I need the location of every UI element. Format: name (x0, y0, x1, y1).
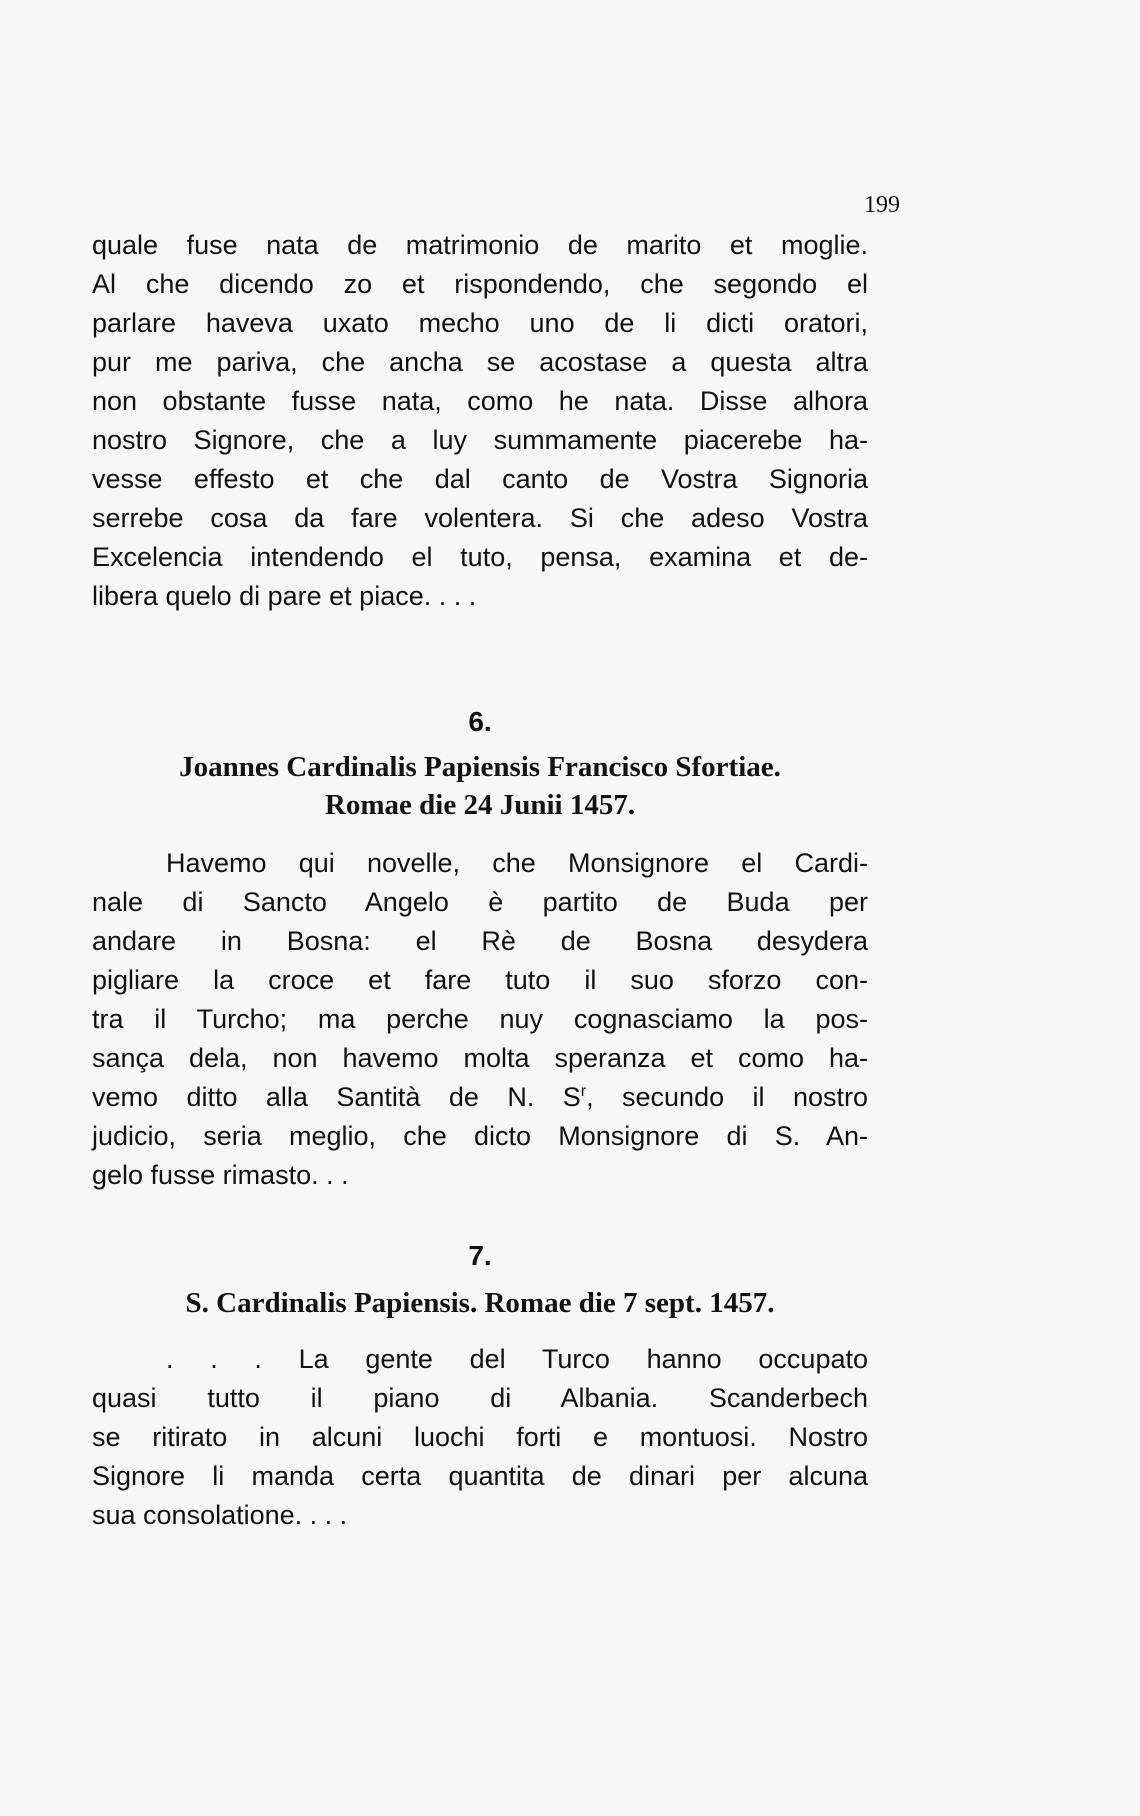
text-line: Signore li manda certa quantita de dinari per alcuna (92, 1461, 868, 1491)
text-line: Havemo qui novelle, che Monsignore el Cardi- (166, 848, 868, 878)
text-line: quasi tutto il piano di Albania. Scanderbech (92, 1383, 868, 1413)
text-line: sança dela, non havemo molta speranza et como ha- (92, 1043, 868, 1073)
section-6-number: 6. (468, 706, 492, 737)
text-line: se ritirato in alcuni luochi forti e montuosi. Nostro (92, 1422, 868, 1452)
text-line: libera quelo di pare et piace. . . . (92, 581, 477, 611)
section-7-heading: S. Cardinalis Papiensis. Romae die 7 sept. 1457. (185, 1287, 775, 1319)
text-line: judicio, seria meglio, che dicto Monsignore di S. An- (92, 1121, 868, 1151)
section-7-number: 7. (468, 1240, 492, 1271)
text-line: non obstante fusse nata, como he nata. Disse alhora (92, 386, 868, 416)
text-line: serrebe cosa da fare volentera. Si che adeso Vostra (92, 503, 868, 533)
superscript: r (580, 1083, 587, 1100)
text-line: pigliare la croce et fare tuto il suo sforzo con- (92, 965, 868, 995)
text-line: . . . La gente del Turco hanno occupato (166, 1344, 868, 1374)
section-6-paragraph (92, 844, 868, 1195)
text-line: Al che dicendo zo et rispondendo, che segondo el (92, 269, 868, 299)
text-line: gelo fusse rimasto. . . (92, 1160, 349, 1190)
text-line: tra il Turcho; ma perche nuy cognasciamo la pos- (92, 1004, 868, 1034)
section-6-heading-line2: Romae die 24 Junii 1457. (324, 789, 636, 821)
section-7-paragraph (92, 1340, 868, 1535)
text-line: nostro Signore, che a luy summamente piacerebe ha- (92, 425, 868, 455)
text-line-with-superscript (92, 1078, 868, 1117)
text-line: vesse effesto et che dal canto de Vostra Signoria (92, 464, 868, 494)
text-line: nale di Sancto Angelo è partito de Buda per (92, 887, 868, 917)
text-segment: vemo ditto alla Santità de N. S (92, 1082, 581, 1112)
text-line: parlare haveva uxato mecho uno de li dicti oratori, (92, 308, 868, 338)
section-6-heading-line1: Joannes Cardinalis Papiensis Francisco Sfortiae. (179, 751, 781, 783)
text-line: quale fuse nata de matrimonio de marito et moglie. (92, 230, 868, 260)
text-line: andare in Bosna: el Rè de Bosna desydera (92, 926, 868, 956)
text-line: Excelencia intendendo el tuto, pensa, examina et de- (92, 542, 868, 572)
text-line: sua consolatione. . . . (92, 1500, 348, 1530)
page-number: 199 (864, 192, 900, 218)
text-segment: , secundo il nostro (586, 1082, 868, 1112)
intro-paragraph (92, 226, 868, 616)
section-6-heading (92, 748, 868, 824)
text-line: pur me pariva, che ancha se acostase a questa altra (92, 347, 868, 377)
